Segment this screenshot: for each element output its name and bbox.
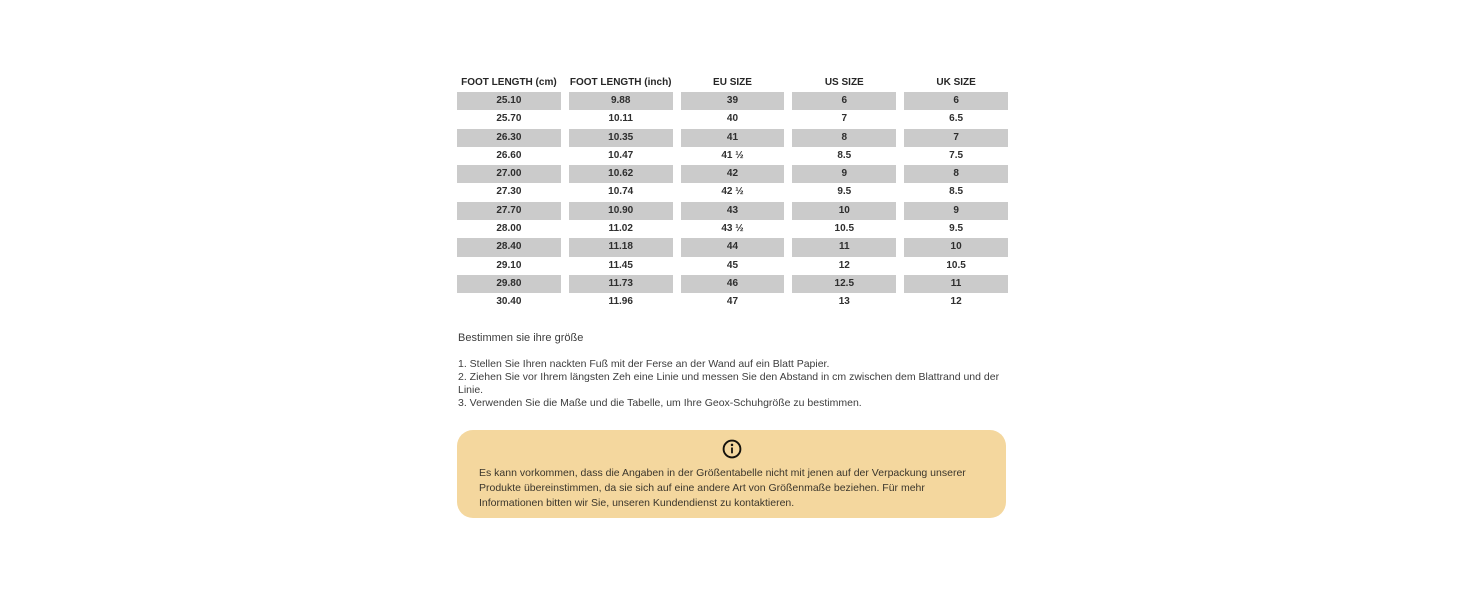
table-cell: 26.30 (457, 129, 561, 147)
table-cell: 26.60 (496, 149, 522, 161)
table-cell: 7 (841, 113, 848, 125)
table-cell: 43 ½ (721, 223, 744, 235)
table-row (457, 238, 1008, 256)
section-title: Bestimmen sie ihre größe (458, 332, 584, 344)
table-cell: 8 (904, 165, 1008, 183)
table-row (457, 147, 1008, 165)
table-cell: 10.11 (608, 113, 633, 125)
table-row (457, 293, 1008, 311)
table-cell: 27.30 (496, 186, 522, 198)
column-header-eu-size: EU SIZE (713, 77, 752, 88)
table-cell: 13 (838, 296, 850, 308)
table-row (457, 129, 1008, 147)
table-cell: 8.5 (837, 149, 852, 161)
table-cell: 30.40 (496, 296, 522, 308)
table-cell: 6.5 (949, 113, 964, 125)
table-cell: 28.00 (496, 223, 522, 235)
column-header-uk-size: UK SIZE (936, 77, 976, 88)
table-cell: 11.45 (608, 259, 633, 271)
table-cell: 42 ½ (721, 186, 744, 198)
table-header-row (457, 75, 1008, 91)
table-cell: 8.5 (949, 186, 964, 198)
table-cell: 9.5 (837, 186, 852, 198)
table-cell: 10.62 (569, 165, 673, 183)
instruction-step-3: 3. Verwenden Sie die Maße und die Tabelle, um Ihre Geox-Schuhgröße zu bestimmen. (458, 396, 862, 409)
table-cell: 27.70 (457, 202, 561, 220)
table-cell: 29.80 (457, 275, 561, 293)
table-cell: 40 (726, 113, 739, 125)
table-row (457, 165, 1008, 183)
table-cell: 7.5 (949, 149, 964, 161)
table-cell: 6 (904, 92, 1008, 110)
table-cell: 10.5 (834, 223, 855, 235)
table-cell: 28.40 (457, 238, 561, 256)
table-row (457, 92, 1008, 110)
table-cell: 11.96 (608, 296, 633, 308)
table-cell: 10.74 (608, 186, 634, 198)
table-cell: 10.5 (946, 259, 966, 271)
table-cell: 8 (792, 129, 896, 147)
info-box (457, 430, 1006, 518)
table-cell: 45 (726, 259, 739, 271)
table-cell: 11.02 (608, 223, 633, 235)
table-cell: 9.5 (949, 223, 964, 235)
table-cell: 6 (792, 92, 896, 110)
table-cell: 46 (681, 275, 785, 293)
table-cell: 12 (838, 259, 850, 271)
table-cell: 42 (681, 165, 785, 183)
table-cell: 9 (904, 202, 1008, 220)
info-box-text: Es kann vorkommen, dass die Angaben in der Größentabelle nicht mit jenen auf der Verpackung unserer Produkte übereinstimmen, da sie sich auf eine andere Art von Größenmaße beziehen. Für mehr Informationen bitten wir Sie, unseren Kundendienst zu kontaktieren. (479, 467, 966, 510)
table-cell: 11.73 (569, 275, 673, 293)
instruction-step-1: 1. Stellen Sie Ihren nackten Fuß mit der Ferse an der Wand auf ein Blatt Papier. (458, 358, 830, 370)
table-row (457, 257, 1008, 275)
size-chart-table (457, 75, 1008, 312)
table-cell: 7 (904, 129, 1008, 147)
table-cell: 12 (950, 296, 962, 308)
table-cell: 10 (792, 202, 896, 220)
table-cell: 11.18 (569, 238, 673, 256)
table-cell: 41 (681, 129, 785, 147)
table-cell: 43 (681, 202, 785, 220)
column-header-foot-length-inch: FOOT LENGTH (inch) (569, 77, 672, 88)
table-cell: 29.10 (496, 259, 522, 271)
table-cell: 9.88 (569, 92, 673, 110)
table-cell: 10.35 (569, 129, 673, 147)
table-row (457, 183, 1008, 201)
table-row (457, 110, 1008, 128)
table-cell: 44 (681, 238, 785, 256)
table-cell: 39 (681, 92, 785, 110)
table-cell: 9 (792, 165, 896, 183)
table-row (457, 275, 1008, 293)
table-cell: 41 ½ (721, 149, 744, 161)
table-cell: 10 (904, 238, 1008, 256)
table-cell: 27.00 (457, 165, 561, 183)
info-icon (722, 439, 742, 459)
column-header-foot-length-cm: FOOT LENGTH (cm) (461, 77, 557, 88)
table-cell: 25.10 (457, 92, 561, 110)
table-cell: 10.47 (608, 149, 634, 161)
table-row (457, 202, 1008, 220)
table-cell: 12.5 (792, 275, 896, 293)
table-cell: 47 (726, 296, 739, 308)
table-cell: 25.70 (496, 113, 522, 125)
table-row (457, 220, 1008, 238)
table-cell: 11 (792, 238, 896, 256)
instruction-step-2: 2. Ziehen Sie vor Ihrem längsten Zeh eine Linie und messen Sie den Abstand in cm zwischen dem Blattrand und der Linie. (458, 370, 1000, 396)
table-cell: 10.90 (569, 202, 673, 220)
table-cell: 11 (904, 275, 1008, 293)
instructions (458, 358, 1010, 410)
column-header-us-size: US SIZE (824, 77, 864, 88)
